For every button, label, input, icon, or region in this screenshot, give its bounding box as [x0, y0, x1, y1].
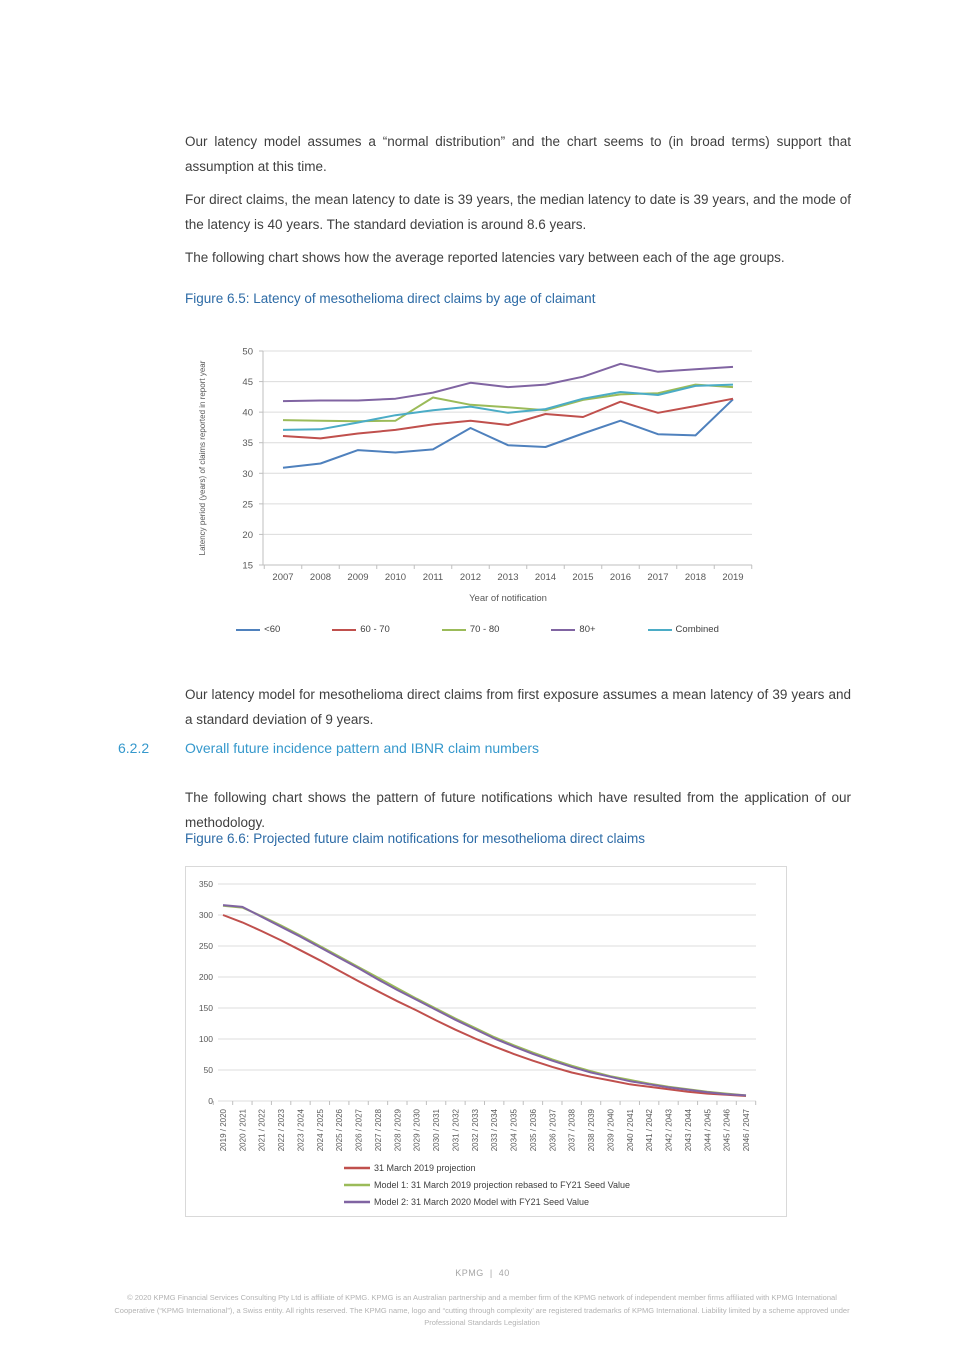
para-latency-model-mean: Our latency model for mesothelioma direct claims from first exposure assumes a mean latency of 39 years and a standard deviation of 9 years.	[185, 686, 851, 727]
x-tick-label: 2017	[647, 572, 669, 583]
x-tick-label: 2036 / 2037	[548, 1109, 558, 1152]
x-tick-label: 2024 / 2025	[315, 1109, 325, 1152]
x-tick-label: 2013	[497, 572, 519, 583]
para-chart-intro-latency: The following chart shows how the average reported latencies vary between each of the age groups.	[185, 249, 785, 265]
legend-label: 70 - 80	[469, 624, 500, 635]
legend-swatch	[332, 629, 356, 631]
x-tick-label: 2019	[722, 572, 744, 583]
x-tick-label: 2025 / 2026	[335, 1109, 345, 1152]
x-tick-label: 2032 / 2033	[470, 1109, 480, 1152]
legend-swatch	[236, 629, 260, 631]
figure-6-5-caption: Figure 6.5: Latency of mesothelioma direct claims by age of claimant	[185, 291, 596, 306]
legend-label: 80+	[579, 624, 596, 635]
x-tick-label: 2014	[534, 572, 557, 583]
legend-item	[332, 624, 390, 635]
y-tick-label: 40	[242, 407, 253, 419]
latency-chart-legend	[185, 624, 770, 635]
x-tick-label: 2010	[384, 572, 407, 583]
projected-notifications-plot	[186, 867, 784, 1214]
footer-page-number: 40	[498, 1268, 510, 1278]
legend-label: 31 March 2019 projection	[374, 1163, 476, 1173]
legend-item	[551, 624, 595, 635]
x-tick-label: 2042 / 2043	[664, 1109, 674, 1152]
x-axis-title: Year of notification	[469, 593, 547, 604]
legend-item	[648, 624, 719, 635]
y-tick-label: 250	[198, 941, 213, 951]
para-latency-assumption: Our latency model assumes a “normal distribution” and the chart seems to (in broad terms) support that assumption at this time.	[185, 133, 851, 174]
footer-disclaimer: © 2020 KPMG Financial Services Consulting Pty Ltd is affiliate of KPMG. KPMG is an Australian partnership and a member firm of the KPMG network of independent member firms affiliated with KPMG International Cooperative (“KPMG International”), a Swiss entity. All rights reserved. The KPMG name, logo and “cutting through complexity’ are registered trademarks of KPMG International. Liability limited by a scheme approved under Professional Standards Legislation	[114, 1293, 850, 1327]
latency-by-age-chart	[185, 333, 770, 643]
x-tick-label: 2018	[684, 572, 707, 583]
x-tick-label: 2019 / 2020	[219, 1109, 228, 1152]
x-tick-label: 2030 / 2031	[432, 1109, 442, 1152]
x-tick-label: 2039 / 2040	[606, 1109, 616, 1152]
y-tick-label: 25	[242, 499, 253, 511]
x-tick-label: 2016	[609, 572, 632, 583]
legend-item	[442, 624, 500, 635]
x-tick-label: 2009	[347, 572, 369, 583]
section-number: 6.2.2	[118, 740, 150, 756]
series-line	[283, 385, 733, 422]
x-tick-label: 2011	[422, 572, 444, 583]
y-tick-label: 45	[242, 377, 253, 389]
y-tick-label: 35	[242, 438, 253, 450]
legend-label: <60	[264, 624, 281, 635]
legend-swatch	[551, 629, 575, 631]
x-tick-label: 2044 / 2045	[703, 1109, 713, 1152]
y-tick-label: 200	[198, 972, 213, 982]
x-tick-label: 2012	[459, 572, 482, 583]
x-tick-label: 2040 / 2041	[625, 1109, 635, 1152]
figure-6-6-caption: Figure 6.6: Projected future claim notifications for mesothelioma direct claims	[185, 831, 645, 846]
x-tick-label: 2043 / 2044	[683, 1109, 693, 1152]
x-tick-label: 2045 / 2046	[722, 1109, 732, 1152]
y-tick-label: 100	[198, 1034, 213, 1044]
y-tick-label: 150	[198, 1003, 213, 1013]
series-line	[223, 905, 746, 1095]
latency-by-age-plot	[185, 333, 770, 611]
x-tick-label: 2008	[309, 572, 332, 583]
x-tick-label: 2041 / 2042	[645, 1109, 655, 1152]
legend-item	[236, 624, 280, 635]
x-tick-label: 2026 / 2027	[354, 1109, 364, 1152]
x-tick-label: 2038 / 2039	[587, 1109, 597, 1152]
legend-label: Model 2: 31 March 2020 Model with FY21 Seed Value	[374, 1197, 589, 1207]
x-tick-label: 2007	[272, 572, 294, 583]
y-axis-title: Latency period (years) of claims reported in report year	[198, 360, 207, 556]
footer-separator: |	[489, 1268, 493, 1278]
x-tick-label: 2029 / 2030	[412, 1109, 422, 1152]
section-title: Overall future incidence pattern and IBNR claim numbers	[185, 740, 540, 756]
x-tick-label: 2022 / 2023	[277, 1109, 287, 1152]
series-line	[223, 906, 746, 1096]
y-tick-label: 350	[198, 879, 213, 889]
para-chart-intro-notifications: The following chart shows the pattern of future notifications which have resulted from the application of our methodology.	[185, 789, 851, 830]
legend-swatch	[648, 629, 672, 631]
y-tick-label: 20	[242, 529, 253, 541]
x-tick-label: 2020 / 2021	[238, 1109, 248, 1152]
y-tick-label: 50	[203, 1065, 213, 1075]
legend-label: Model 1: 31 March 2019 projection rebased to FY21 Seed Value	[374, 1180, 630, 1190]
footer-brand: KPMG	[455, 1268, 484, 1278]
x-tick-label: 2023 / 2024	[296, 1109, 306, 1152]
y-tick-label: 15	[242, 560, 253, 572]
x-tick-label: 2034 / 2035	[509, 1109, 519, 1152]
series-line	[283, 399, 733, 439]
x-tick-label: 2031 / 2032	[451, 1109, 461, 1152]
y-tick-label: 0	[208, 1096, 213, 1106]
x-tick-label: 2033 / 2034	[490, 1109, 500, 1152]
x-tick-label: 2028 / 2029	[393, 1109, 403, 1152]
legend-swatch	[442, 629, 466, 631]
legend-label: Combined	[675, 624, 719, 635]
x-tick-label: 2035 / 2036	[528, 1109, 538, 1152]
series-line	[223, 915, 746, 1096]
x-tick-label: 2027 / 2028	[373, 1109, 383, 1152]
y-tick-label: 300	[198, 910, 213, 920]
legend-label: 60 - 70	[360, 624, 390, 635]
para-direct-claims-stats: For direct claims, the mean latency to date is 39 years, the median latency to date is 39 years, and the mode of the latency is 40 years. The standard deviation is around 8.6 years.	[185, 191, 851, 232]
y-tick-label: 50	[242, 346, 253, 358]
x-tick-label: 2037 / 2038	[567, 1109, 577, 1152]
x-tick-label: 2021 / 2022	[257, 1109, 267, 1152]
y-tick-label: 30	[242, 468, 253, 480]
projected-notifications-chart	[185, 866, 787, 1217]
x-tick-label: 2046 / 2047	[742, 1109, 751, 1152]
series-line	[283, 364, 733, 401]
x-tick-label: 2015	[572, 572, 594, 583]
footer-page-indicator	[0, 1268, 965, 1278]
